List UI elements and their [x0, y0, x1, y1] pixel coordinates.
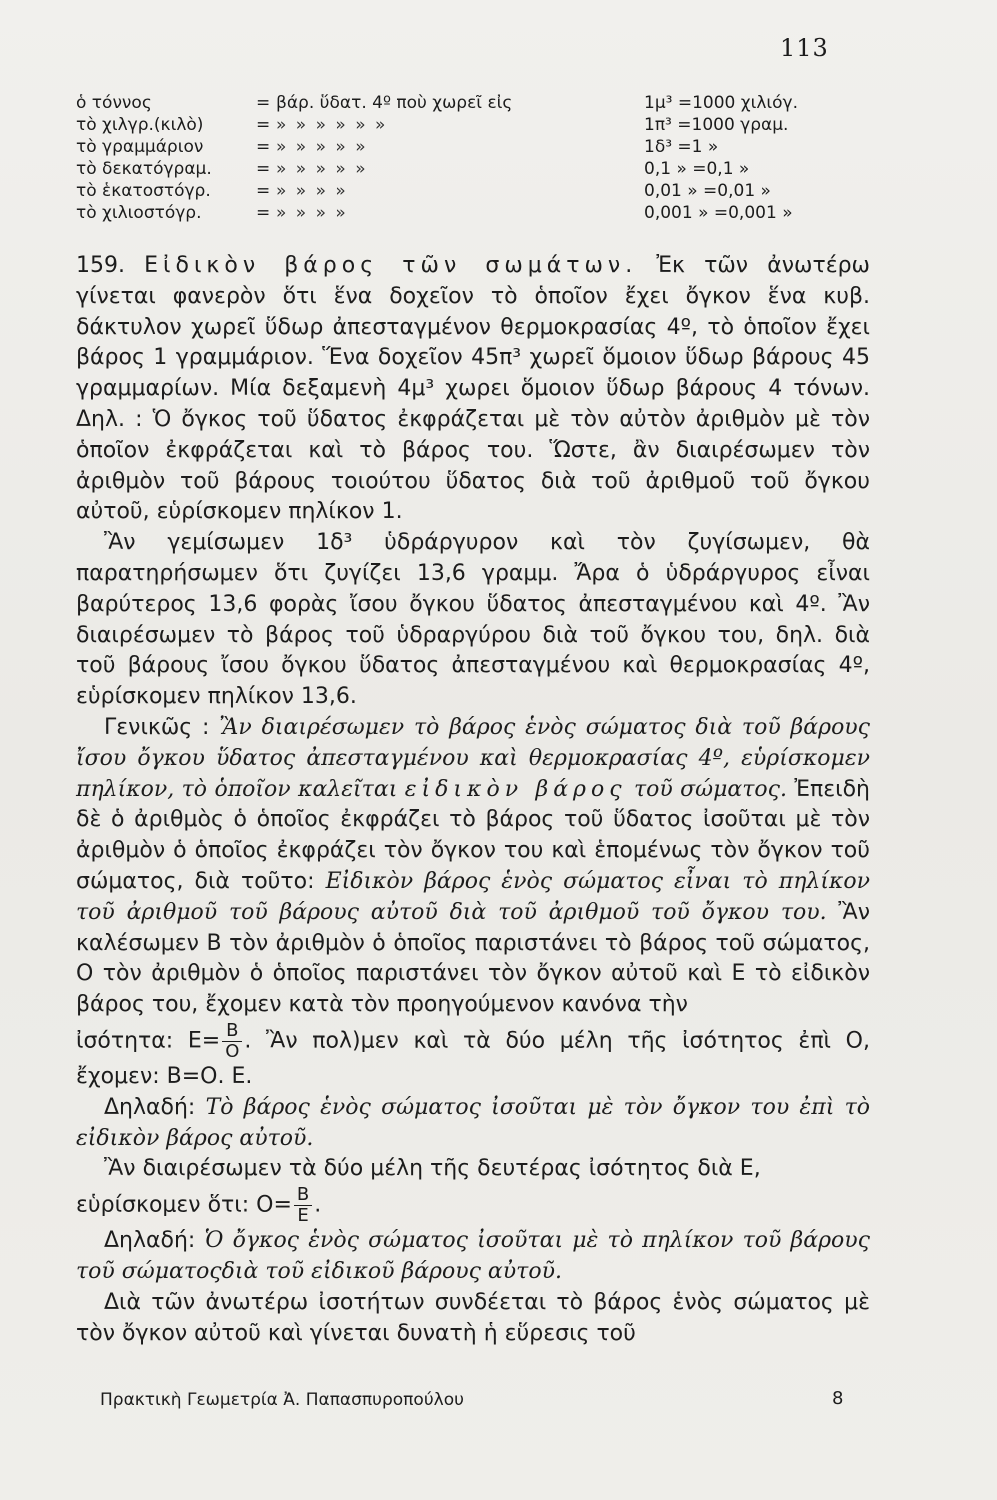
unit-description: βάρ. ὕδατ. 4º ποὺ χωρεῖ εἰς: [276, 93, 513, 113]
main-text: [76, 251, 870, 1349]
weights-row: [76, 180, 876, 202]
lead-word: Δηλαδή:: [104, 1094, 196, 1120]
denominator: Ε: [297, 1205, 309, 1227]
equals-sign: =: [256, 181, 271, 201]
equation-line: [76, 1185, 870, 1226]
paragraph: Διὰ τῶν ἀνωτέρω ἰσοτήτων συνδέεται τὸ βάρος ἑνὸς σώματος μὲ τὸν ὄγκον αὐτοῦ καὶ γίνεται δυνατὴ ἡ εὕρεσις τοῦ: [76, 1289, 870, 1346]
lead-word: Γενικῶς :: [104, 714, 210, 740]
definition-text: Εἰδικὸν βάρος ἑνὸς σώματος εἶναι τὸ πηλίκον τοῦ ἀριθμοῦ τοῦ βάρους αὐτοῦ διὰ τοῦ ἀριθμοῦ τοῦ ὄγκου του.: [76, 868, 871, 925]
unit-equivalence: 1μ³ =1000 χιλιόγ.: [644, 93, 799, 113]
paragraph: [76, 1226, 870, 1288]
paragraph: [76, 713, 870, 1021]
numerator: Β: [222, 1021, 242, 1042]
equation-tail: . Ἂν πολ)μεν καὶ τὰ δύο μέλη τῆς ἰσότητος ἐπὶ Ο, ἔχομεν: Β=Ο. Ε.: [76, 1028, 870, 1089]
equals-sign: =: [256, 115, 271, 135]
unit-equivalence: 0,001 » =0,001 »: [644, 203, 793, 223]
unit-equivalence: 1δ³ =1 »: [644, 137, 719, 157]
unit-name: τὸ ἑκατοστόγρ.: [76, 181, 211, 201]
equals-sign: =: [256, 137, 271, 157]
denominator: Ο: [225, 1040, 240, 1062]
fraction-b-over-o: [222, 1021, 242, 1062]
italic-text: Ὁ ὄγκος ἑνὸς σώματος ἰσοῦται μὲ τὸ πηλίκον τοῦ βάρους τοῦ σώματοςδιὰ τοῦ εἰδικοῦ βάρους αὐτοῦ.: [76, 1228, 870, 1284]
section-heading: Εἰδικὸν βάρος τῶν σωμάτων.: [144, 253, 638, 278]
paragraph: Ἂν διαιρέσωμεν τὰ δύο μέλη τῆς δευτέρας ἰσότητος διὰ Ε,: [104, 1156, 761, 1182]
ditto-marks: » » » »: [276, 181, 348, 201]
ditto-marks: » » » » »: [276, 137, 368, 157]
page-number: 113: [780, 34, 829, 62]
weights-row: [76, 158, 876, 180]
paragraph-text: Ἂν καλέσωμεν Β τὸν ἀριθμὸν ὁ ὁποῖος παριστάνει τὸ βάρος τοῦ σώματος, Ο τὸν ἀριθμὸν ὁ ὁποῖος παριστάνει τὸν ὄγκον αὐτοῦ καὶ Ε τὸ εἰδικὸν βάρος του, ἔχομεν κατὰ τὸν προηγούμενον κανόνα τὴν: [76, 899, 870, 1018]
weights-table: [76, 92, 876, 224]
italic-text: Ἂν διαιρέσωμεν τὸ βάρος ἑνὸς σώματος διὰ τοῦ βάρους ἴσου ὄγκου ὕδατος ἀπεσταγμένου καὶ θερμοκρασίας 4º, εὑρίσκομεν πηλίκον, τὸ ὁποῖον καλεῖται: [76, 714, 871, 802]
ditto-marks: » » » »: [276, 203, 348, 223]
weights-row: [76, 202, 876, 224]
paragraph-text: Ἐκ τῶν ἀνωτέρω γίνεται φανερὸν ὅτι ἕνα δοχεῖον τὸ ὁποῖον ἔχει ὄγκον ἕνα κυβ. δάκτυλον χωρεῖ ὕδωρ ἀπεσταγμένον θερμοκρασίας 4º, τὸ ὁποῖον ἔχει βάρος 1 γραμμάριον. Ἕνα δοχεῖον 45π³ χωρεῖ ὅμοιον ὕδωρ βάρους 45 γραμμαρίων. Μία δεξαμενὴ 4μ³ χωρει ὅμοιον ὕδωρ βάρους 4 τόνων. Δηλ. : Ὁ ὄγκος τοῦ ὕδατος ἐκφράζεται μὲ τὸν αὐτὸν ἀριθμὸν μὲ τὸν ὁποῖον ἐκφράζεται καὶ τὸ βάρος του. Ὥστε, ἂν διαιρέσωμεν τὸν ἀριθμὸν τοῦ βάρους τοιούτου ὕδατος διὰ τοῦ ἀριθμοῦ τοῦ ὄγκου αὐτοῦ, εὑρίσκομεν πηλίκον 1.: [76, 253, 870, 525]
unit-equivalence: 0,01 » =0,01 »: [644, 181, 771, 201]
unit-name: τὸ χιλγρ.(κιλὸ): [76, 115, 204, 135]
italic-text: Τὸ βάρος ἑνὸς σώματος ἰσοῦται μὲ τὸν ὄγκον του ἐπὶ τὸ εἰδικὸν βάρος αὐτοῦ.: [76, 1094, 870, 1151]
weights-row: [76, 114, 876, 136]
paragraph-text: Ἐπειδὴ δὲ ὁ ἀριθμὸς ὁ ὁποῖος ἐκφράζει τὸ βάρος τοῦ ὕδατος ἰσοῦται μὲ τὸν ἀριθμὸν ὁ ὁποῖος ἐκφράζει τὸν ὄγκον του καὶ ἑπομένως τὸν ὄγκον τοῦ σώματος, διὰ τοῦτο:: [76, 776, 870, 894]
paragraph: Ἂν γεμίσωμεν 1δ³ ὑδράργυρον καὶ τὸν ζυγίσωμεν, θὰ παρατηρήσωμεν ὅτι ζυγίζει 13,6 γραμμ. Ἄρα ὁ ὑδράργυρος εἶναι βαρύτερος 13,6 φορὰς ἴσου ὄγκου ὕδατος ἀπεσταγμένου καὶ 4º. Ἂν διαιρέσωμεν τὸ βάρος τοῦ ὑδραργύρου διὰ τοῦ ὄγκου του, δηλ. διὰ τοῦ βάρους ἴσου ὄγκου ὕδατος ἀπεσταγμένου καὶ θερμοκρασίας 4º, εὑρίσκομεν πηλίκον 13,6.: [76, 530, 870, 710]
equation-lead: ἰσότητα: Ε=: [76, 1028, 221, 1054]
unit-equivalence: 0,1 » =0,1 »: [644, 159, 750, 179]
equation-tail: .: [314, 1192, 322, 1218]
unit-name: ὁ τόννος: [76, 93, 152, 113]
equals-sign: =: [256, 93, 271, 113]
unit-name: τὸ χιλιοστόγρ.: [76, 203, 202, 223]
ditto-marks: » » » » »: [276, 159, 368, 179]
unit-equivalence: 1π³ =1000 γραμ.: [644, 115, 789, 135]
equals-sign: =: [256, 203, 271, 223]
fraction-b-over-e: [294, 1185, 312, 1226]
lead-word: Δηλαδή:: [104, 1228, 196, 1254]
paragraph: [76, 1093, 870, 1155]
ditto-marks: » » » » » »: [276, 115, 388, 135]
numerator: Β: [294, 1185, 312, 1206]
unit-name: τὸ δεκατόγραμ.: [76, 159, 212, 179]
equals-sign: =: [256, 159, 271, 179]
paragraph: [76, 251, 870, 528]
equation-line: [76, 1021, 870, 1093]
book-title-footer: Πρακτικὴ Γεωμετρία Ἀ. Παπασπυροπούλου: [100, 1390, 464, 1410]
italic-text: τοῦ σώματος.: [633, 776, 787, 802]
equation-lead: εὑρίσκομεν ὅτι: Ο=: [76, 1192, 292, 1218]
term-specific-weight: εἰδικὸν βάρος: [404, 776, 627, 802]
signature-mark: 8: [832, 1388, 844, 1409]
section-number: 159.: [76, 253, 125, 278]
weights-row: [76, 136, 876, 158]
unit-name: τὸ γραμμάριον: [76, 137, 204, 157]
weights-row: [76, 92, 876, 114]
